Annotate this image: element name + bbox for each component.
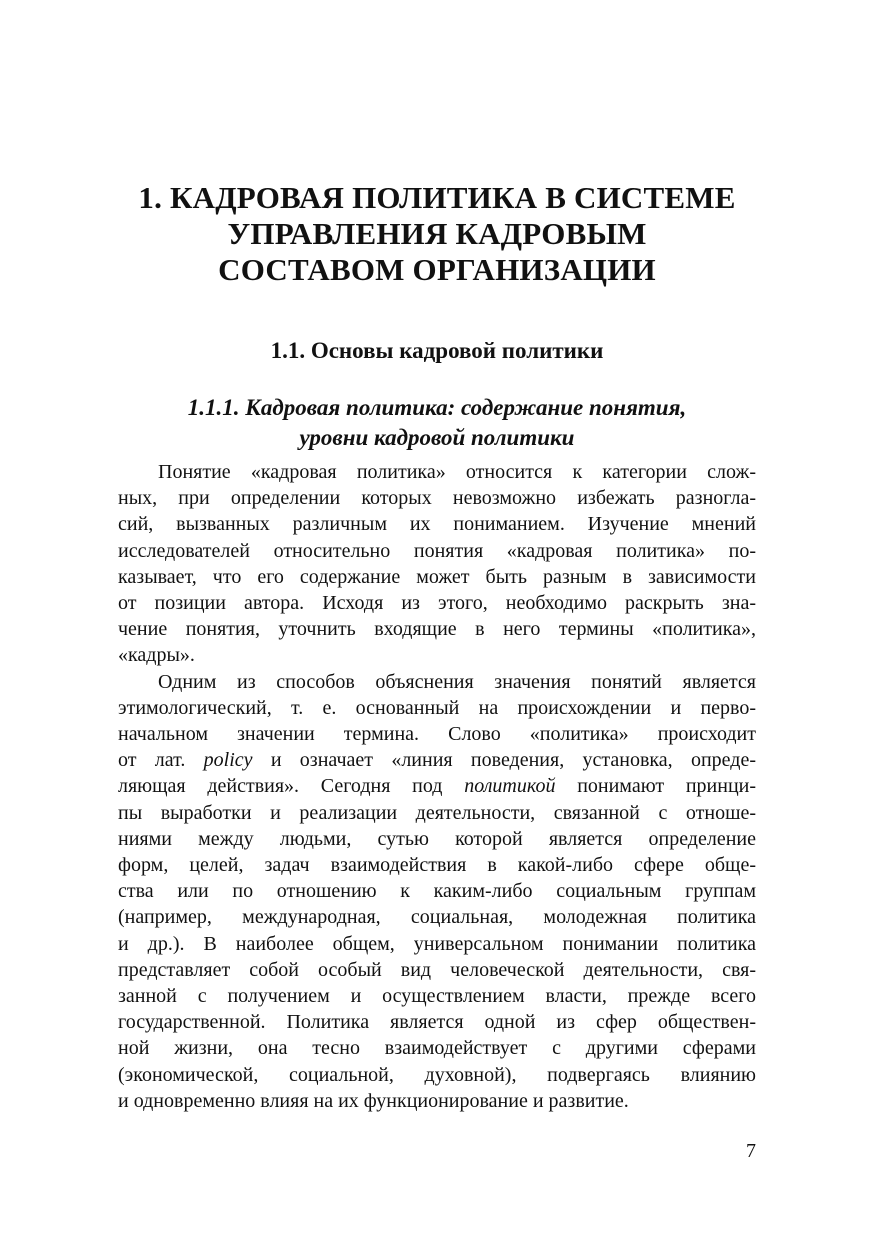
page-number: 7 bbox=[746, 1140, 756, 1162]
text-line: и др.). В наиболее общем, универсальном понимании политика bbox=[118, 932, 756, 955]
text-fragment: понимают принци- bbox=[577, 775, 757, 798]
italic-term-policy: policy bbox=[203, 749, 253, 772]
text-line: сий, вызванных различным их пониманием. Изучение мнений bbox=[118, 513, 756, 536]
text-line: ства или по отношению к каким-либо социальным группам bbox=[118, 880, 756, 903]
text-fragment: и означает «линия поведения, установка, опреде- bbox=[270, 749, 756, 772]
section-title: 1.1. Основы кадровой политики bbox=[270, 338, 604, 363]
text-line: этимологический, т. е. основанный на происхождении и перво- bbox=[118, 696, 756, 719]
text-line: (например, международная, социальная, молодежная политика bbox=[118, 906, 756, 929]
chapter-title-line: УПРАВЛЕНИЯ КАДРОВЫМ bbox=[227, 216, 647, 251]
paragraph-1 bbox=[118, 459, 756, 669]
subsection-title-line: 1.1.1. Кадровая политика: содержание понятия, bbox=[187, 395, 687, 420]
book-page bbox=[118, 0, 756, 1241]
italic-term-politikoy: политикой bbox=[464, 775, 556, 798]
subsection-title-line: уровни кадровой политики bbox=[299, 425, 575, 450]
text-line: от позиции автора. Исходя из этого, необходимо раскрыть зна- bbox=[118, 592, 756, 615]
text-line: «кадры». bbox=[118, 644, 195, 667]
text-line: Понятие «кадровая политика» относится к категории слож- bbox=[158, 461, 756, 483]
text-line: (экономической, социальной, духовной), подвергаясь влиянию bbox=[118, 1063, 756, 1086]
text-line-mixed bbox=[118, 773, 756, 799]
text-line: ной жизни, она тесно взаимодействует с другими сферами bbox=[118, 1037, 756, 1060]
text-line: ных, при определении которых невозможно избежать разногла- bbox=[118, 487, 756, 510]
body-text bbox=[118, 459, 756, 1114]
text-line: и одновременно влияя на их функционирование и развитие. bbox=[118, 1089, 629, 1112]
text-line: ниями между людьми, сутью которой является определение bbox=[118, 827, 756, 850]
text-line: форм, целей, задач взаимодействия в какой-либо сфере обще- bbox=[118, 854, 756, 877]
text-line: пы выработки и реализации деятельности, связанной с отноше- bbox=[118, 801, 756, 824]
text-line: казывает, что его содержание может быть разным в зависимости bbox=[118, 565, 756, 588]
text-line-mixed bbox=[118, 747, 756, 773]
text-line: Одним из способов объяснения значения понятий является bbox=[158, 670, 756, 693]
chapter-title-line: 1. КАДРОВАЯ ПОЛИТИКА В СИСТЕМЕ bbox=[138, 180, 736, 215]
text-line: чение понятия, уточнить входящие в него термины «политика», bbox=[118, 618, 756, 641]
text-line: занной с получением и осуществлением власти, прежде всего bbox=[118, 985, 756, 1008]
text-fragment: ляющая действия». Сегодня под bbox=[118, 775, 443, 798]
subsection-title bbox=[118, 393, 756, 453]
chapter-title-line: СОСТАВОМ ОРГАНИЗАЦИИ bbox=[218, 252, 656, 287]
text-line: государственной. Политика является одной из сфер обществен- bbox=[118, 1011, 756, 1034]
text-line: начальном значении термина. Слово «политика» происходит bbox=[118, 723, 756, 746]
text-line: исследователей относительно понятия «кадровая политика» по- bbox=[118, 539, 756, 562]
text-line: представляет собой особый вид человеческой деятельности, свя- bbox=[118, 958, 756, 981]
paragraph-2 bbox=[118, 669, 756, 1114]
text-fragment: от лат. bbox=[118, 749, 186, 772]
chapter-title bbox=[118, 180, 756, 288]
